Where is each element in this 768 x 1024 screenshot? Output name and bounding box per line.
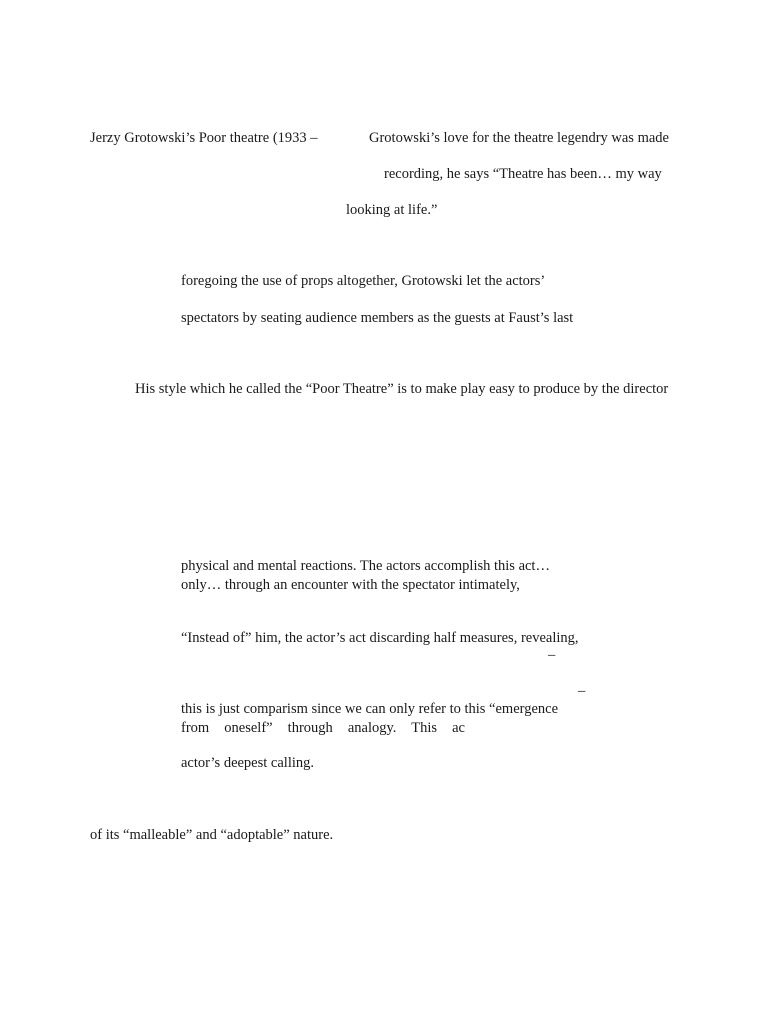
- text-line-5: foregoing the use of props altogether, Grotowski let the actors’: [181, 273, 546, 289]
- text-line-2: Grotowski’s love for the theatre legendry was made: [369, 130, 669, 146]
- text-line-10: “Instead of” him, the actor’s act discarding half measures, revealing,: [181, 630, 579, 646]
- text-line-13: this is just comparism since we can only refer to this “emergence: [181, 701, 559, 717]
- text-line-8: physical and mental reactions. The actors accomplish this act…: [181, 558, 550, 574]
- text-line-16: of its “malleable” and “adoptable” nature.: [90, 827, 334, 843]
- text-line-4: looking at life.”: [346, 202, 438, 218]
- dash-mark-2: –: [578, 683, 586, 699]
- dash-mark-1: –: [548, 647, 556, 663]
- text-line-6: spectators by seating audience members as the guests at Faust’s last: [181, 310, 574, 326]
- text-line-1: Jerzy Grotowski’s Poor theatre (1933 –: [90, 130, 318, 146]
- text-line-15: actor’s deepest calling.: [181, 755, 314, 771]
- text-line-3: recording, he says “Theatre has been… my way: [384, 166, 662, 182]
- text-line-7: His style which he called the “Poor Theatre” is to make play easy to produce by the director: [135, 381, 669, 397]
- text-line-9: only… through an encounter with the spectator intimately,: [181, 577, 520, 593]
- text-line-14: from oneself” through analogy. This ac: [181, 720, 465, 736]
